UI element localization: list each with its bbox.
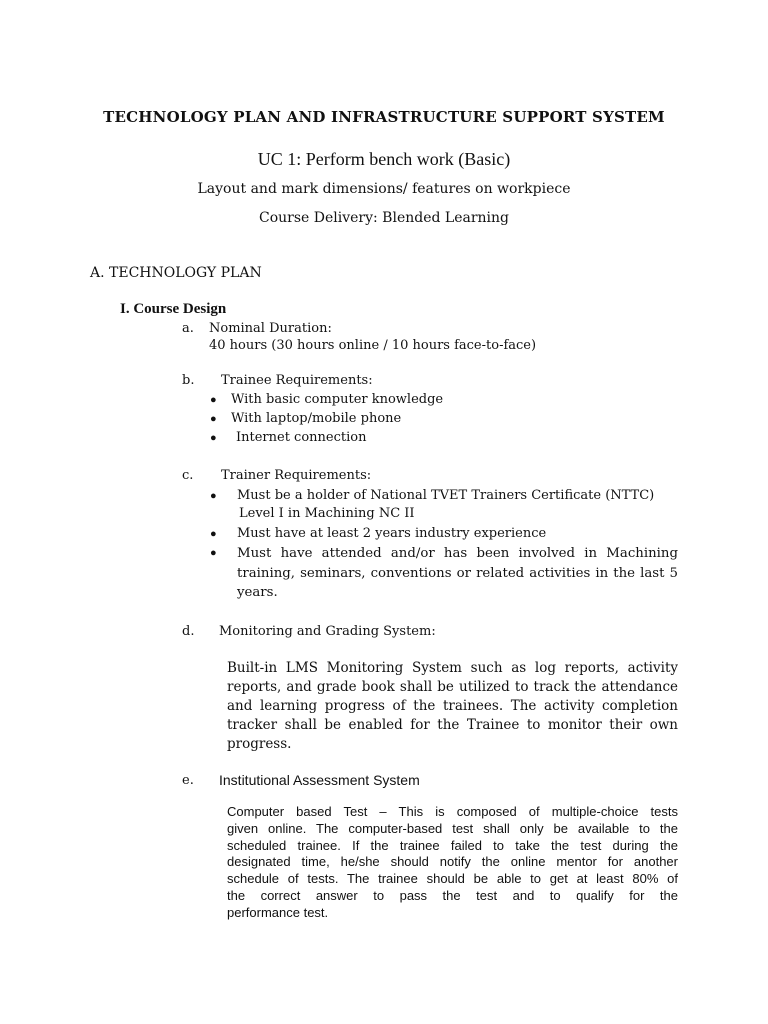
course-delivery: Course Delivery: Blended Learning [258, 210, 510, 226]
item-marker-b: b. [182, 373, 195, 388]
bullet-icon: ● [210, 394, 217, 406]
item-marker-d: d. [182, 624, 195, 639]
bullet-icon: ● [210, 432, 217, 444]
trainee-requirement-item: With basic computer knowledge [231, 392, 444, 407]
institutional-assessment-paragraph [227, 804, 678, 922]
trainee-requirements-label: Trainee Requirements: [221, 373, 373, 388]
item-marker-a: a. [182, 321, 194, 336]
nominal-duration-value: 40 hours (30 hours online / 10 hours face-to-face) [209, 338, 537, 353]
paragraph-line: Computer based Test – This is composed of multiple-choice tests [227, 804, 678, 819]
paragraph-line: progress. [227, 736, 292, 752]
document-title: TECHNOLOGY PLAN AND INFRASTRUCTURE SUPPORT SYSTEM [103, 108, 665, 126]
monitoring-grading-label: Monitoring and Grading System: [219, 624, 436, 639]
bullet-icon: ● [210, 490, 217, 502]
paragraph-line: Built-in LMS Monitoring System such as log reports, activity [227, 660, 678, 676]
paragraph-line: designated time, he/she should notify the online mentor for another [227, 854, 678, 870]
paragraph-line: schedule of tests. The trainee should be able to get at least 80% of [227, 871, 678, 887]
institutional-assessment-label: Institutional Assessment System [219, 772, 420, 788]
paragraph-line: tracker shall be enabled for the Trainee to monitor their own [227, 717, 678, 733]
paragraph-line: training, seminars, conventions or related activities in the last 5 [237, 565, 678, 581]
paragraph-line: given online. The computer-based test shall only be available to the [227, 820, 678, 836]
paragraph-line: scheduled trainee. If the trainee failed to take the test during the [227, 837, 678, 853]
trainer-requirement-item-continued: Level I in Machining NC II [239, 506, 415, 521]
trainer-requirement-item: Must have at least 2 years industry experience [237, 526, 547, 541]
trainer-requirements-label: Trainer Requirements: [221, 468, 372, 483]
nominal-duration-label: Nominal Duration: [209, 321, 332, 336]
unit-of-competency-title: UC 1: Perform bench work (Basic) [257, 149, 511, 169]
paragraph-line: Must have attended and/or has been involved in Machining [237, 546, 678, 561]
bullet-icon: ● [210, 547, 217, 559]
paragraph-line: performance test. [227, 904, 329, 920]
item-marker-c: c. [182, 468, 194, 483]
trainer-requirement-item: Must be a holder of National TVET Trainers Certificate (NTTC) [237, 488, 655, 503]
item-marker-e: e. [182, 773, 194, 788]
subsection-heading-course-design: I. Course Design [120, 301, 227, 317]
document-subtitle: Layout and mark dimensions/ features on workpiece [197, 181, 571, 197]
paragraph-line: the correct answer to pass the test and to qualify for the [227, 887, 678, 903]
bullet-icon: ● [210, 528, 217, 540]
trainee-requirement-item: Internet connection [236, 430, 367, 445]
trainee-requirement-item: With laptop/mobile phone [231, 411, 402, 426]
section-heading-technology-plan: A. TECHNOLOGY PLAN [90, 265, 262, 281]
paragraph-line: reports, and grade book shall be utilized to track the attendance [227, 679, 678, 695]
paragraph-line: and learning progress of the trainees. The activity completion [227, 698, 678, 714]
bullet-icon: ● [210, 413, 217, 425]
monitoring-grading-paragraph [227, 659, 678, 754]
trainer-requirement-item [237, 544, 678, 603]
paragraph-line: years. [237, 585, 278, 600]
